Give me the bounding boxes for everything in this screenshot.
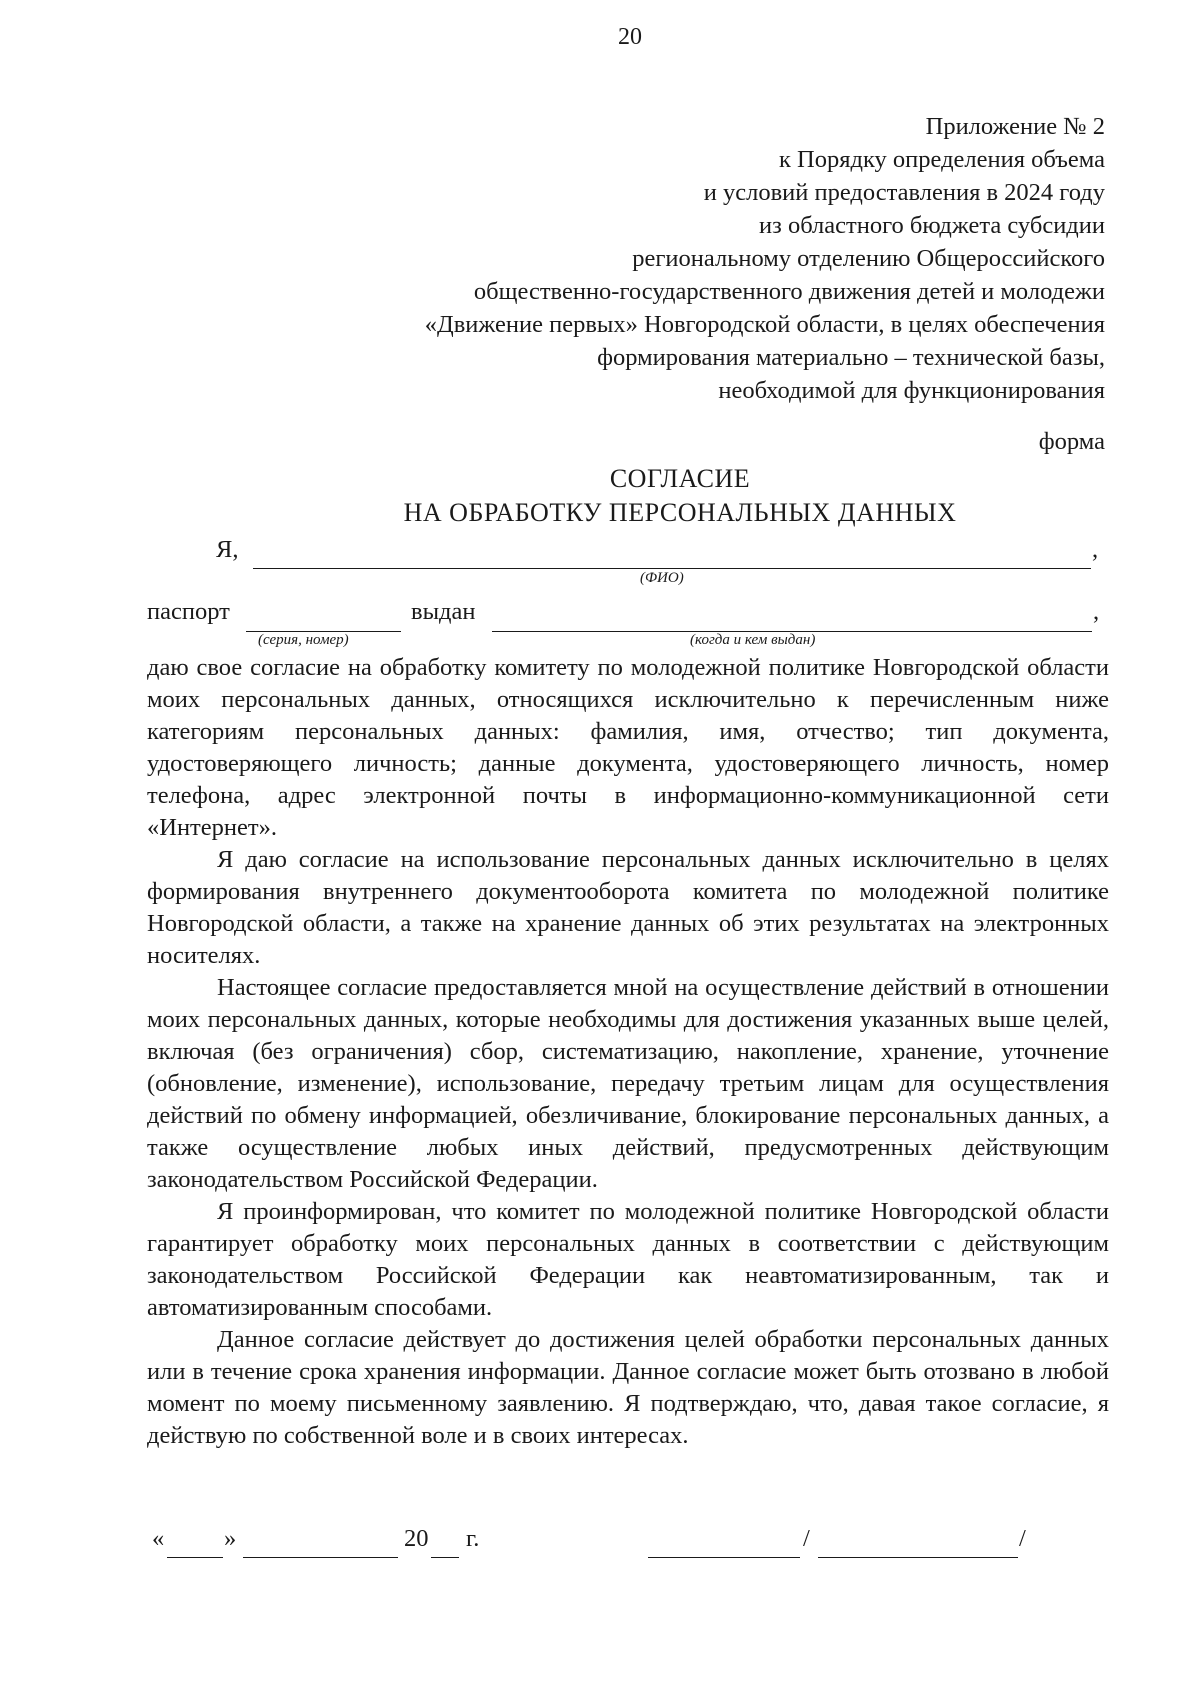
appendix-line: региональному отделению Общероссийского: [632, 245, 1105, 272]
paragraph: Я даю согласие на использование персональных данных исключительно в целях формирования внутреннего документооборота комитета по молодежной политике Новгородской области, а также на хранение данных об этих результатах на электронных носителях.: [147, 846, 1109, 969]
appendix-line: и условий предоставления в 2024 году: [703, 179, 1105, 206]
date-open-quote: «: [152, 1525, 165, 1552]
appendix-line: из областного бюджета субсидии: [759, 212, 1105, 239]
paragraph: Я проинформирован, что комитет по молодежной политике Новгородской области гарантирует обработку моих персональных данных в соответствии с действующим законодательством Российской Федерации как неавтоматизированным, так и автоматизированным способами.: [147, 1198, 1109, 1321]
month-field[interactable]: [243, 1531, 398, 1558]
appendix-line: общественно-государственного движения детей и молодежи: [473, 278, 1105, 305]
name-field[interactable]: [253, 541, 1091, 569]
passport-number-field[interactable]: [246, 604, 401, 632]
date-close-quote: »: [224, 1525, 237, 1552]
name-prefix: Я,: [216, 536, 239, 563]
appendix-line: Приложение № 2: [925, 113, 1105, 140]
page-number: 20: [618, 24, 642, 50]
appendix-line: формирования материально – технической базы,: [597, 344, 1105, 371]
title-line-2: НА ОБРАБОТКУ ПЕРСОНАЛЬНЫХ ДАННЫХ: [403, 498, 957, 527]
document-title: [300, 462, 1060, 530]
issued-caption: (когда и кем выдан): [690, 632, 816, 648]
form-label: форма: [1038, 428, 1105, 455]
name-caption: (ФИО): [640, 570, 684, 586]
signature-field[interactable]: [648, 1531, 800, 1558]
signature-slash: /: [1019, 1525, 1026, 1552]
title-line-1: СОГЛАСИЕ: [609, 464, 751, 493]
passport-caption: (серия, номер): [258, 632, 349, 648]
issued-label: выдан: [411, 598, 476, 625]
appendix-header: [205, 110, 1105, 407]
paragraph: даю свое согласие на обработку комитету по молодежной политике Новгородской области моих персональных данных, относящихся исключительно к перечисленным ниже категориям персональных данных: фамилия, имя, отчество; тип документа, удостоверяющего личность; данные документа, удостоверяющего личность, номер телефона, адрес электронной почты в информационно-коммуникационной сети «Интернет».: [147, 654, 1109, 841]
signature-name-field[interactable]: [818, 1531, 1018, 1558]
appendix-line: к Порядку определения объема: [779, 146, 1105, 173]
day-field[interactable]: [167, 1531, 223, 1558]
year-field[interactable]: [431, 1531, 459, 1558]
year-prefix: 20: [404, 1525, 429, 1552]
paragraph: Настоящее согласие предоставляется мной на осуществление действий в отношении моих персональных данных, которые необходимы для достижения указанных выше целей, включая (без ограничения) сбор, систематизацию, накопление, хранение, уточнение (обновление, изменение), использование, передачу третьим лицам для осуществления действий по обмену информацией, обезличивание, блокирование персональных данных, а также осуществление любых иных действий, предусмотренных действующим законодательством Российской Федерации.: [147, 974, 1109, 1193]
signature-slash: /: [803, 1525, 810, 1552]
passport-label: паспорт: [147, 598, 230, 625]
appendix-line: «Движение первых» Новгородской области, в целях обеспечения: [424, 311, 1105, 338]
issued-suffix: ,: [1093, 598, 1100, 625]
issued-by-field[interactable]: [492, 604, 1092, 632]
paragraph: Данное согласие действует до достижения целей обработки персональных данных или в течение срока хранения информации. Данное согласие может быть отозвано в любой момент по моему письменному заявлению. Я подтверждаю, что, давая такое согласие, я действую по собственной воле и в своих интересах.: [147, 1326, 1109, 1449]
year-suffix: г.: [466, 1525, 480, 1552]
consent-body: [147, 652, 1109, 1452]
name-suffix: ,: [1092, 536, 1099, 563]
appendix-line: необходимой для функционирования: [718, 377, 1105, 404]
